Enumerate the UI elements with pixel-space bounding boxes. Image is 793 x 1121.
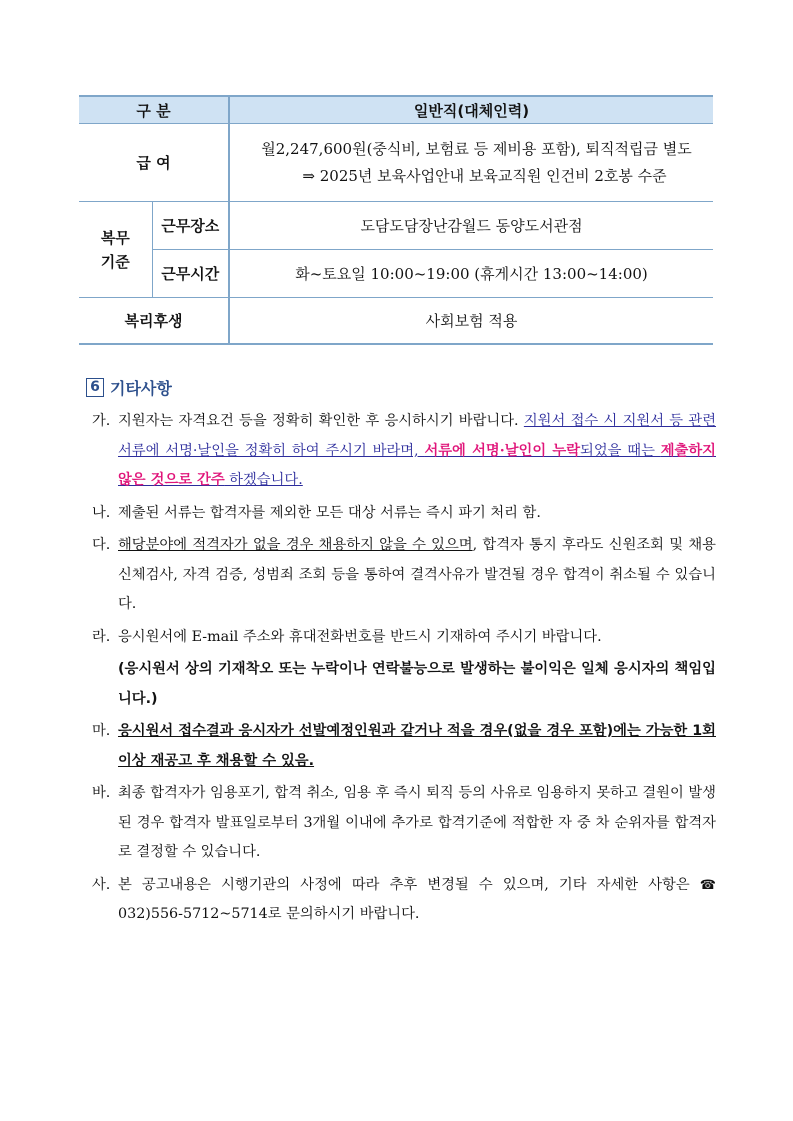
list-item-ga [92, 407, 716, 496]
item-underlined-text: 해당분야에 적격자가 없을 경우 채용하지 않을 수 있으며 [118, 537, 473, 553]
employment-conditions-table [79, 95, 713, 345]
item-text: 제출된 서류는 합격자를 제외한 모든 대상 서류는 즉시 파기 처리 함. [118, 504, 541, 521]
header-position: 일반직(대체인력) [229, 96, 713, 124]
salary-label: 급 여 [79, 124, 229, 202]
item-mark: 다. [92, 537, 111, 553]
item-text-4: 하겠습니다. [224, 472, 303, 488]
phone-number: 032)556-5712~5714 [118, 906, 268, 922]
work-hours-row [79, 250, 713, 298]
section-title [86, 376, 172, 399]
table-header-row [79, 96, 713, 124]
notice-list [92, 407, 716, 933]
service-label-line-2: 기준 [100, 252, 130, 271]
item-mark: 마. [92, 723, 111, 739]
list-item-sa [92, 871, 716, 930]
work-hours-value: 화~토요일 10:00~19:00 (휴게시간 13:00~14:00) [229, 250, 713, 298]
item-mark: 가. [92, 413, 111, 429]
section-number-box: 6 [86, 378, 104, 397]
list-item-ba [92, 779, 716, 868]
welfare-value: 사회보험 적용 [229, 298, 713, 345]
work-place-value: 도담도담장난감월드 동양도서관점 [229, 202, 713, 250]
item-mark: 라. [92, 628, 111, 645]
item-text: 응시원서 접수결과 응시자가 선발예정인원과 같거나 적을 경우(없을 경우 포함)에는 가능한 1회 이상 재공고 후 채용할 수 있음. [118, 723, 716, 769]
salary-row [79, 124, 713, 202]
work-place-label: 근무장소 [152, 202, 229, 250]
list-item-na [92, 499, 716, 529]
item-text: 응시원서에 E-mail 주소와 휴대전화번호를 반드시 기재하여 주시기 바랍니다. [118, 628, 602, 645]
item-text: 최종 합격자가 임용포기, 합격 취소, 임용 후 즉시 퇴직 등의 사유로 임용하지 못하고 결원이 발생된 경우 합격자 발표일로부터 3개월 이내에 추가로 합격기준에 적합한 자 중 차 순위자를 합격자로 결정할 수 있습니다. [118, 785, 716, 860]
list-item-da [92, 531, 716, 620]
item-text-end: 로 문의하시기 바랍니다. [267, 906, 420, 922]
item-text-3: 되었을 때는 [580, 442, 661, 459]
welfare-label: 복리후생 [79, 298, 229, 345]
welfare-row [79, 298, 713, 345]
section-title-text: 기타사항 [110, 379, 172, 398]
item-text: , 합격자 통지 후라도 신원조회 및 채용신체검사, 자격 검증, 성범죄 조회 등을 통하여 결격사유가 발견될 경우 합격이 취소될 수 있습니다. [118, 537, 716, 612]
item-mark: 나. [92, 504, 111, 521]
list-item-ma [92, 717, 716, 776]
work-hours-label: 근무시간 [152, 250, 229, 298]
list-item-ra [92, 623, 716, 653]
header-category: 구 분 [79, 96, 229, 124]
item-emphasis-1: 서류에 서명·날인이 누락 [424, 442, 581, 459]
salary-value [229, 124, 713, 202]
list-item-ra-note: (응시원서 상의 기재착오 또는 누락이나 연락불능으로 발생하는 불이익은 일체 응시자의 책임입니다.) [118, 661, 716, 707]
item-emphasis-2: 제출하지 않은 것으로 간주 [118, 442, 716, 488]
item-text: 지원자는 자격요건 등을 정확히 확인한 후 응시하시기 바랍니다. [118, 413, 524, 429]
item-text: 본 공고내용은 시행기관의 사정에 따라 추후 변경될 수 있으며, 기타 자세한 사항은 [118, 876, 700, 893]
item-mark: 바. [92, 785, 111, 801]
work-place-row [79, 202, 713, 250]
item-text-2: 지원서 접수 시 지원서 등 관련 서류에 서명·날인을 정확히 하여 주시기 바라며, [118, 413, 717, 459]
service-label [79, 202, 152, 298]
salary-line-2: ⇒ 2025년 보육사업안내 보육교직원 인건비 2호봉 수준 [302, 166, 667, 185]
salary-line-1: 월2,247,600원(중식비, 보험료 등 제비용 포함), 퇴직적립금 별도 [261, 139, 692, 158]
service-label-line-1: 복무 [100, 228, 130, 247]
item-mark: 사. [92, 876, 111, 893]
phone-icon: ☎ [699, 877, 716, 893]
